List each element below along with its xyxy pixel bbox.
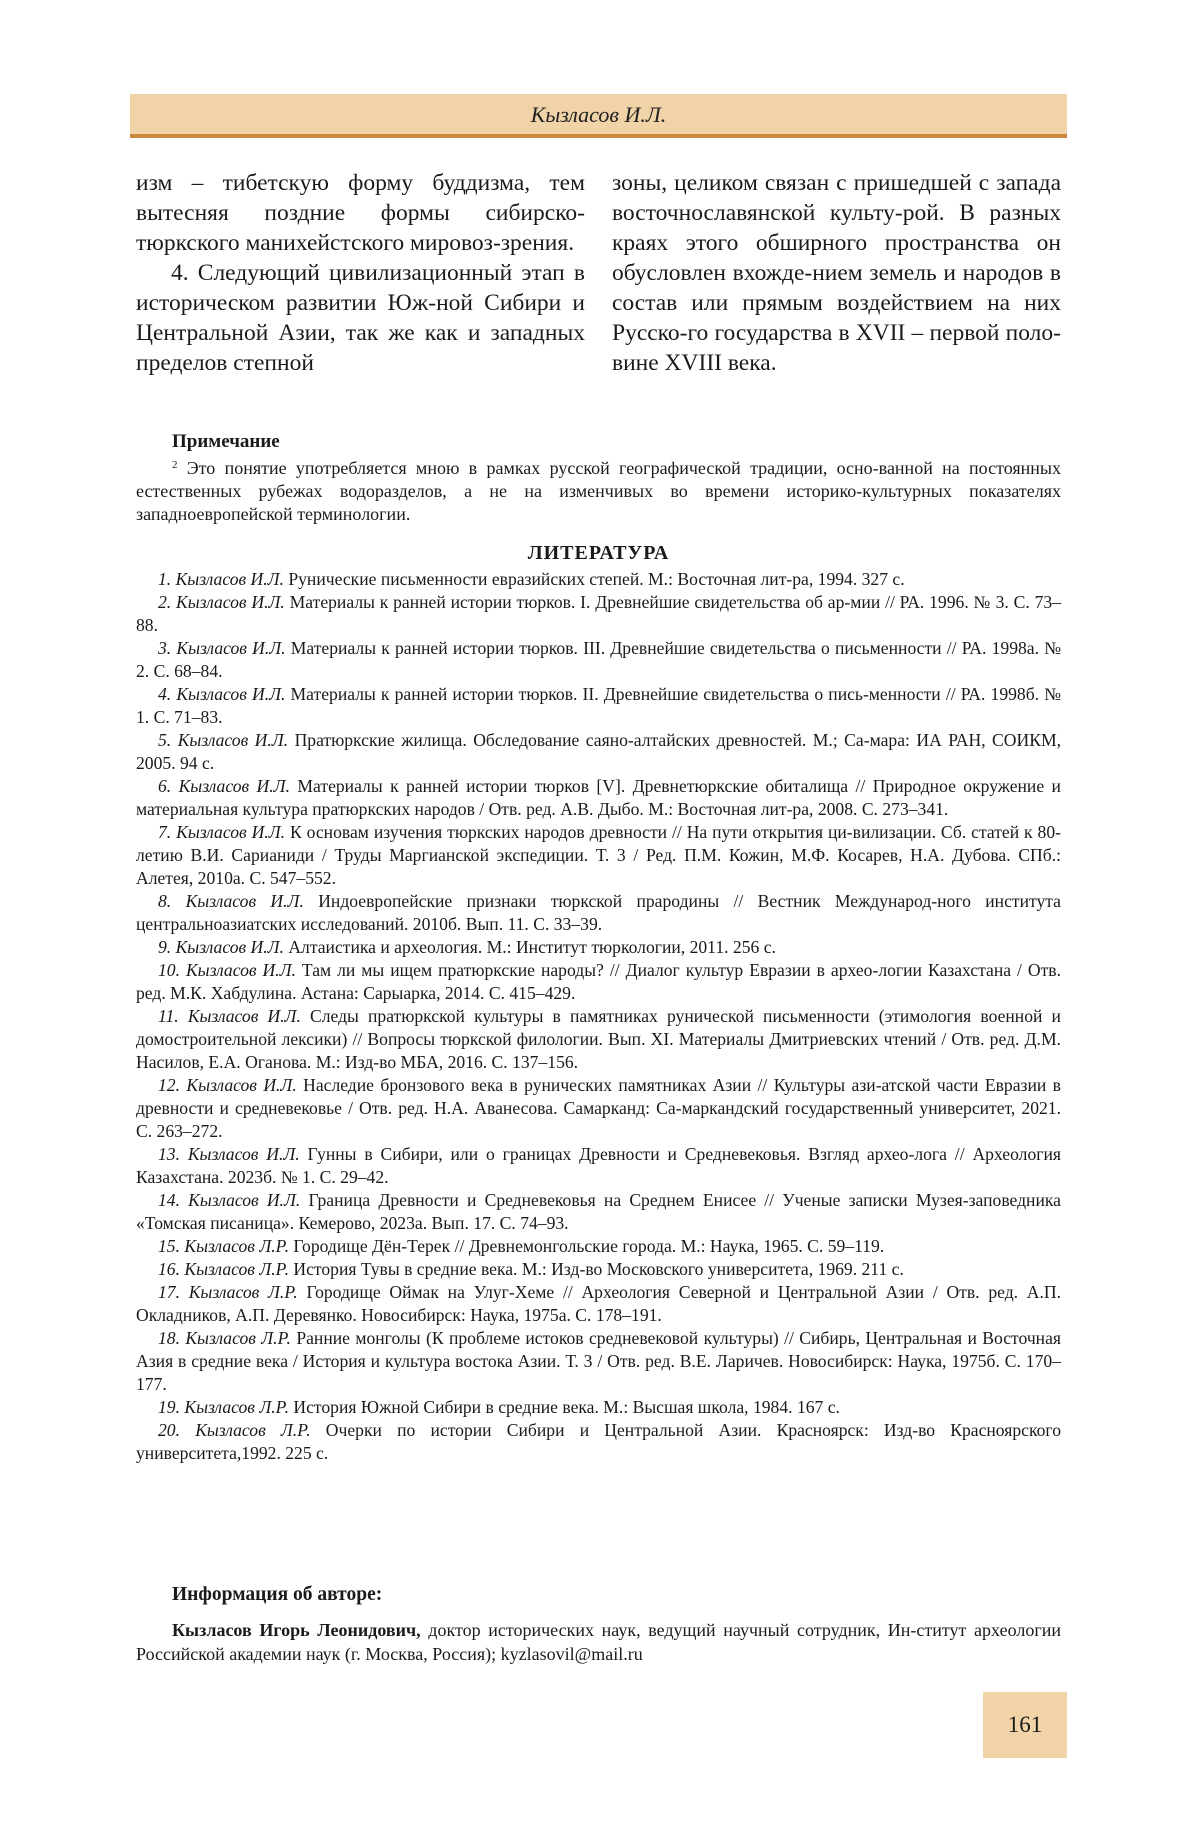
reference-text: Материалы к ранней истории тюрков [V]. Древнетюркские обиталища // Природное окружение и материальная культура пратюркских народов / Отв. ред. А.В. Дыбо. М.: Восточная лит-ра, 2008. С. 273–341. <box>136 776 1061 819</box>
reference-author: Кызласов И.Л. <box>178 776 290 796</box>
reference-text: К основам изучения тюркских народов древности // На пути открытия ци-вилизации. Сб. статей к 80-летию В.И. Сарианиди / Труды Маргианской экспедиции. Т. 3 / Ред. П.М. Кожин, М.Ф. Косарев, Н.А. Дубова. СПб.: Алетея, 2010а. С. 547–552. <box>136 822 1061 888</box>
reference-item <box>136 729 1061 775</box>
reference-number: 6. <box>158 776 172 796</box>
reference-number: 19. <box>158 1397 180 1417</box>
footnote <box>136 454 1061 526</box>
reference-item <box>136 775 1061 821</box>
footnote-marker: 2 <box>172 459 178 471</box>
reference-author: Кызласов И.Л. <box>176 684 286 704</box>
reference-item <box>136 1419 1061 1465</box>
reference-text: Материалы к ранней истории тюрков. II. Древнейшие свидетельства о пись-менности // РА. 1998б. № 1. С. 71–83. <box>136 684 1061 727</box>
reference-text: Пратюркские жилища. Обследование саяно-алтайских древностей. М.; Са-мара: ИА РАН, СОИКМ, 2005. 94 с. <box>136 730 1061 773</box>
reference-item <box>136 637 1061 683</box>
reference-item <box>136 591 1061 637</box>
paragraph: 4. Следующий цивилизационный этап в историческом развитии Юж-ной Сибири и Центральной Азии, так же как и западных пределов степной <box>136 260 585 376</box>
reference-author: Кызласов И.Л. <box>177 730 289 750</box>
reference-text: Индоевропейские признаки тюркской прародины // Вестник Международ-ного института центральноазиатских исследований. 2010б. Вып. 11. С. 33–39. <box>136 891 1061 934</box>
reference-author: Кызласов И.Л. <box>185 960 296 980</box>
reference-text: Материалы к ранней истории тюрков. III. Древнейшие свидетельства о письменности // РА. 1998а. № 2. С. 68–84. <box>136 638 1061 681</box>
reference-number: 1. <box>158 569 172 589</box>
reference-author: Кызласов И.Л. <box>187 1144 300 1164</box>
reference-number: 15. <box>158 1236 180 1256</box>
reference-number: 16. <box>158 1259 180 1279</box>
reference-author: Кызласов Л.Р. <box>184 1397 290 1417</box>
reference-number: 5. <box>158 730 172 750</box>
reference-author: Кызласов И.Л. <box>187 1006 301 1026</box>
footnote-text: Это понятие употребляется мною в рамках русской географической традиции, осно-ванной на постоянных естественных рубежах водоразделов, а не на изменчивых во времени историко-культурных показателях западноевропейской терминологии. <box>136 458 1061 524</box>
reference-item <box>136 1327 1061 1396</box>
reference-item <box>136 1396 1061 1419</box>
reference-text: Алтаистика и археология. М.: Институт тюркологии, 2011. 256 с. <box>283 937 776 957</box>
reference-number: 3. <box>158 638 172 658</box>
reference-number: 18. <box>158 1328 180 1348</box>
running-title: Кызласов И.Л. <box>530 102 667 127</box>
reference-number: 11. <box>158 1006 179 1026</box>
reference-author: Кызласов Л.Р. <box>184 1236 290 1256</box>
reference-text: Там ли мы ищем пратюркские народы? // Диалог культур Евразии в архео-логии Казахстана / Отв. ред. М.К. Хабдулина. Астана: Сарыарка, 2014. С. 415–429. <box>136 960 1061 1003</box>
reference-text: Следы пратюркской культуры в памятниках рунической письменности (этимология военной и домостроительной лексики) // Вопросы тюркской филологии. Вып. XI. Материалы Дмитриевских чтений / Отв. ред. Д.М. Насилов, Е.А. Оганова. М.: Изд-во МБА, 2016. С. 137–156. <box>136 1006 1061 1072</box>
reference-author: Кызласов И.Л. <box>176 592 285 612</box>
reference-number: 20. <box>158 1420 180 1440</box>
reference-number: 12. <box>158 1075 180 1095</box>
reference-item <box>136 1235 1061 1258</box>
reference-number: 4. <box>158 684 172 704</box>
body-text <box>136 168 1061 378</box>
reference-item <box>136 568 1061 591</box>
reference-text: Городище Оймак на Улуг-Хеме // Археология Северной и Центральной Азии / Отв. ред. А.П. Окладников, А.П. Деревянко. Новосибирск: Наука, 1975а. С. 178–191. <box>136 1282 1061 1325</box>
page-number: 161 <box>983 1692 1067 1758</box>
reference-number: 14. <box>158 1190 180 1210</box>
reference-number: 17. <box>158 1282 180 1302</box>
reference-item <box>136 821 1061 890</box>
paragraph: изм – тибетскую форму буддизма, тем вытесняя поздние формы сибирско-тюркского манихейстского мировоз-зрения. <box>136 170 585 256</box>
reference-item <box>136 936 1061 959</box>
reference-author: Кызласов Л.Р. <box>184 1259 290 1279</box>
reference-author: Кызласов И.Л. <box>175 937 284 957</box>
reference-author: Кызласов И.Л. <box>186 1075 297 1095</box>
reference-author: Кызласов Л.Р. <box>188 1282 298 1302</box>
reference-item <box>136 1258 1061 1281</box>
reference-author: Кызласов И.Л. <box>185 891 304 911</box>
reference-item <box>136 1005 1061 1074</box>
reference-text: Гунны в Сибири, или о границах Древности и Средневековья. Взгляд архео-лога // Археология Казахстана. 2023б. № 1. С. 29–42. <box>136 1144 1061 1187</box>
reference-text: История Тувы в средние века. М.: Изд-во Московского университета, 1969. 211 с. <box>289 1259 904 1279</box>
reference-author: Кызласов И.Л. <box>175 569 284 589</box>
reference-item <box>136 1281 1061 1327</box>
reference-author: Кызласов И.Л. <box>188 1190 301 1210</box>
paragraph: зоны, целиком связан с пришедшей с запада восточнославянской культу-рой. В разных краях этого обширного пространства он обусловлен вхожде-нием земель и народов в состав или прямым воздействием на них Русско-го государства в XVII – первой поло-вине XVIII века. <box>612 170 1061 376</box>
reference-number: 9. <box>158 937 172 957</box>
author-info <box>136 1618 1061 1666</box>
reference-item <box>136 959 1061 1005</box>
note-heading: Примечание <box>172 431 280 452</box>
reference-text: Граница Древности и Средневековья на Среднем Енисее // Ученые записки Музея-заповедника «Томская писаница». Кемерово, 2023а. Вып. 17. С. 74–93. <box>136 1190 1061 1233</box>
reference-text: Рунические письменности евразийских степей. М.: Восточная лит-ра, 1994. 327 с. <box>283 569 905 589</box>
running-header <box>130 94 1067 138</box>
reference-item <box>136 1189 1061 1235</box>
reference-text: История Южной Сибири в средние века. М.: Высшая школа, 1984. 167 с. <box>289 1397 840 1417</box>
reference-number: 10. <box>158 960 180 980</box>
reference-text: Городище Дён-Терек // Древнемонгольские города. М.: Наука, 1965. С. 59–119. <box>289 1236 885 1256</box>
reference-author: Кызласов И.Л. <box>176 638 286 658</box>
reference-number: 8. <box>158 891 172 911</box>
reference-text: Ранние монголы (К проблеме истоков средневековой культуры) // Сибирь, Центральная и Восточная Азия в средние века / История и культура востока Азии. Т. 3 / Отв. ред. В.Е. Ларичев. Новосибирск: Наука, 1975б. С. 170–177. <box>136 1328 1061 1394</box>
reference-text: Наследие бронзового века в рунических памятниках Азии // Культуры ази-атской части Евразии в древности и средневековье / Отв. ред. Н.А. Аванесова. Самарканд: Са-маркандский государственный университет, 2021. С. 263–272. <box>136 1075 1061 1141</box>
right-column <box>612 168 1061 378</box>
reference-text: Материалы к ранней истории тюрков. I. Древнейшие свидетельства об ар-мии // РА. 1996. № 3. С. 73–88. <box>136 592 1061 635</box>
reference-number: 7. <box>158 822 172 842</box>
reference-item <box>136 890 1061 936</box>
reference-number: 2. <box>158 592 172 612</box>
reference-author: Кызласов Л.Р. <box>195 1420 311 1440</box>
reference-number: 13. <box>158 1144 180 1164</box>
left-column <box>136 168 585 378</box>
reference-item <box>136 1074 1061 1143</box>
author-details: доктор исторических наук, ведущий научный сотрудник, Ин-ститут археологии Российской академии наук (г. Москва, Россия); kyzlasovil@mail.ru <box>136 1620 1061 1664</box>
reference-item <box>136 1143 1061 1189</box>
reference-list <box>136 568 1061 1465</box>
author-info-heading: Информация об авторе: <box>172 1584 383 1605</box>
reference-author: Кызласов И.Л. <box>176 822 286 842</box>
reference-author: Кызласов Л.Р. <box>185 1328 291 1348</box>
reference-item <box>136 683 1061 729</box>
reference-text: Очерки по истории Сибири и Центральной Азии. Красноярск: Изд-во Красноярского университета,1992. 225 с. <box>136 1420 1061 1463</box>
references-heading: ЛИТЕРАТУРА <box>527 542 670 564</box>
author-name: Кызласов Игорь Леонидович, <box>172 1620 421 1640</box>
